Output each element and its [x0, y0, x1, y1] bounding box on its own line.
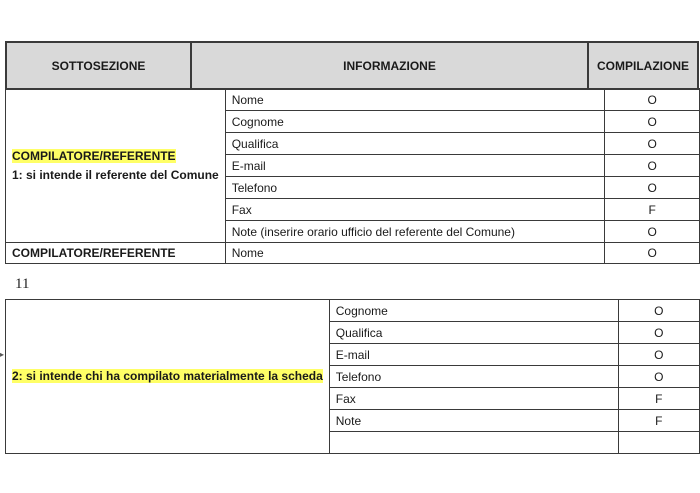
- table-row: [6, 300, 700, 322]
- info-cell: Qualifica: [225, 133, 605, 155]
- code-cell: O: [605, 243, 700, 264]
- info-cell: Cognome: [225, 111, 605, 133]
- table-row: [6, 243, 700, 264]
- code-cell: O: [605, 111, 700, 133]
- code-cell: O: [605, 221, 700, 243]
- header-row: [6, 42, 698, 89]
- info-cell: E-mail: [225, 155, 605, 177]
- info-cell: Fax: [329, 388, 618, 410]
- header-sottosezione: SOTTOSEZIONE: [6, 42, 191, 89]
- header-table: [5, 41, 699, 90]
- referente-table: [5, 88, 700, 264]
- section-title: COMPILATORE/REFERENTE: [12, 148, 176, 163]
- info-cell-empty: [329, 432, 618, 454]
- bullet-marker-icon: ▸: [0, 350, 5, 359]
- code-cell: O: [605, 89, 700, 111]
- code-cell: F: [618, 388, 699, 410]
- section-cell-referente: [6, 89, 226, 243]
- info-cell: Nome: [225, 243, 605, 264]
- page-number: 11: [15, 276, 30, 292]
- compilatore-table: [5, 299, 700, 454]
- info-cell: Note: [329, 410, 618, 432]
- info-cell: Nome: [225, 89, 605, 111]
- code-cell: O: [618, 322, 699, 344]
- code-cell: O: [618, 366, 699, 388]
- code-cell: O: [618, 300, 699, 322]
- code-cell: O: [605, 133, 700, 155]
- code-cell: O: [618, 344, 699, 366]
- info-cell: Cognome: [329, 300, 618, 322]
- section-prefix: 2:: [12, 369, 23, 383]
- info-cell: Telefono: [225, 177, 605, 199]
- table-row: [6, 89, 700, 111]
- section-cell: COMPILATORE/REFERENTE: [6, 243, 226, 264]
- section-description: si intende chi ha compilato materialmente la scheda: [22, 369, 323, 383]
- code-cell-empty: [618, 432, 699, 454]
- code-cell: F: [605, 199, 700, 221]
- section-cell-compilatore: [6, 300, 330, 454]
- header-compilazione: COMPILAZIONE: [588, 42, 698, 89]
- section-description: 1: si intende il referente del Comune: [12, 167, 219, 182]
- info-cell: Qualifica: [329, 322, 618, 344]
- info-cell: Note (inserire orario ufficio del referente del Comune): [225, 221, 605, 243]
- info-cell: Telefono: [329, 366, 618, 388]
- code-cell: O: [605, 155, 700, 177]
- code-cell: O: [605, 177, 700, 199]
- info-cell: Fax: [225, 199, 605, 221]
- code-cell: F: [618, 410, 699, 432]
- info-cell: E-mail: [329, 344, 618, 366]
- header-informazione: INFORMAZIONE: [191, 42, 588, 89]
